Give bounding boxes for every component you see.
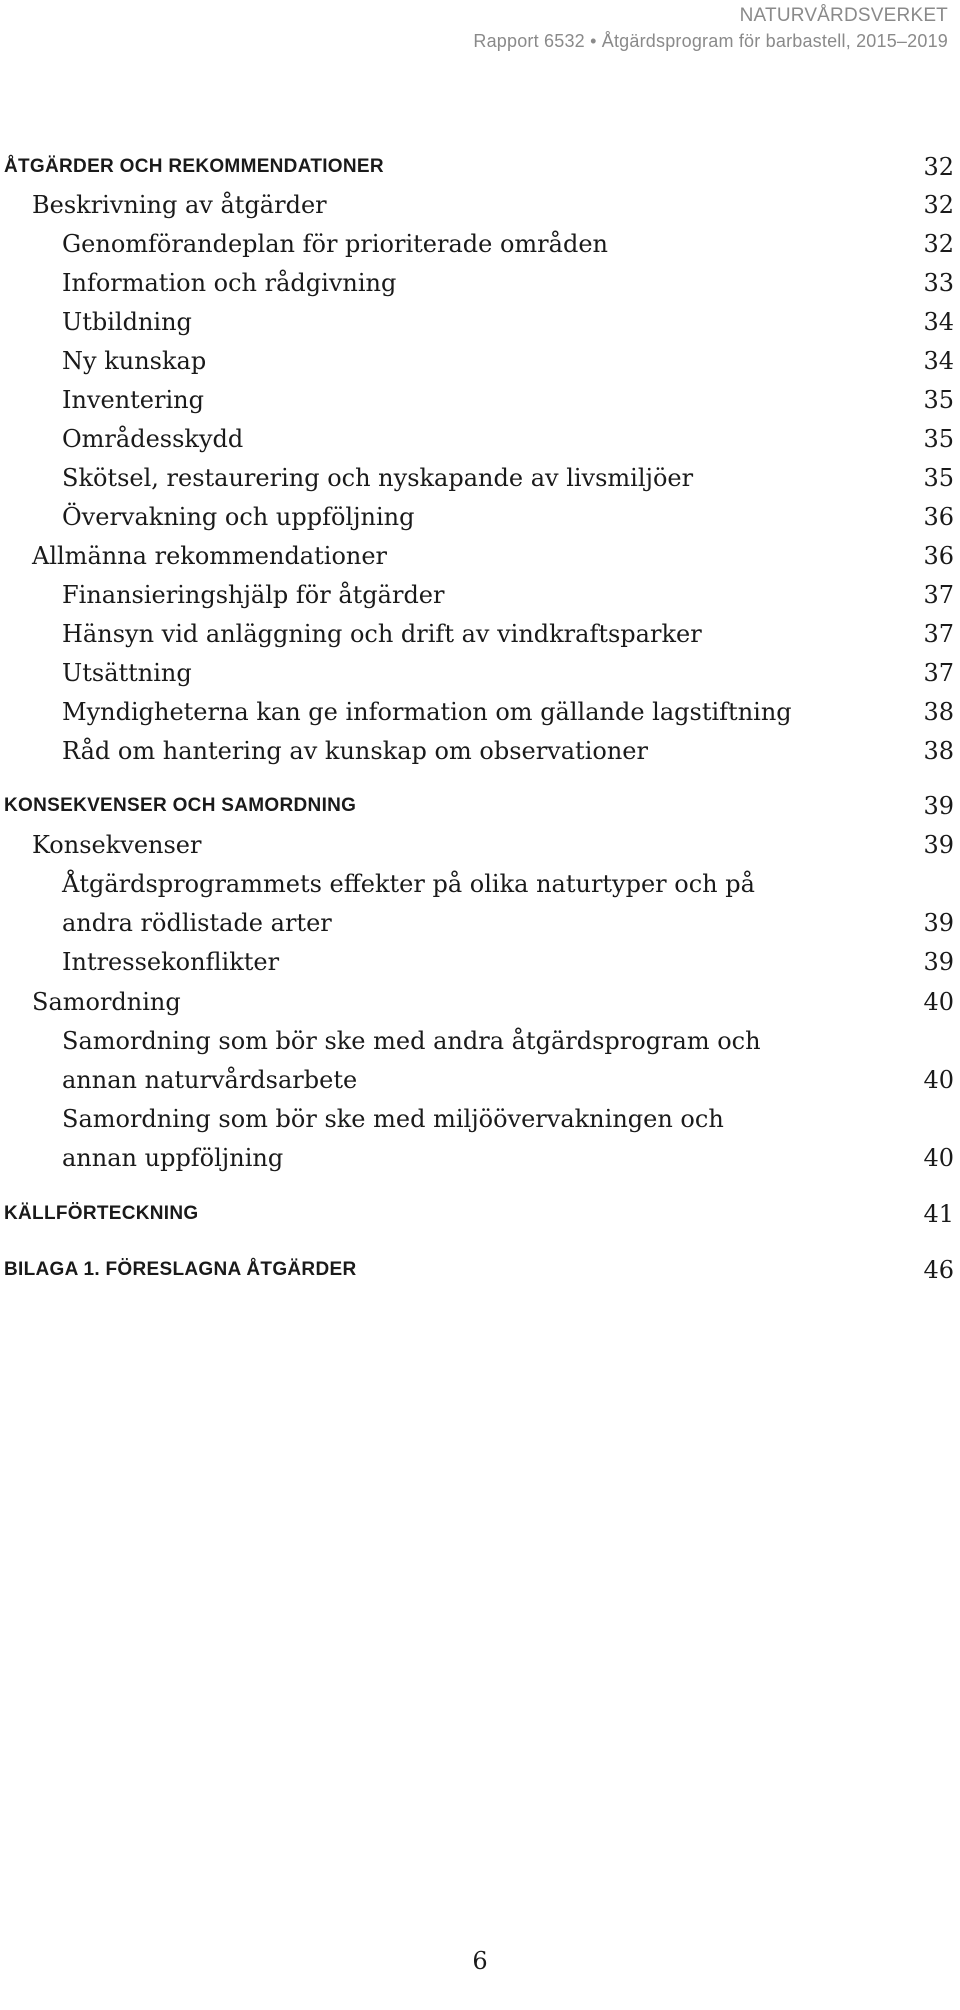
toc-entry-title: ÅTGÄRDER OCH REKOMMENDATIONER bbox=[4, 156, 384, 177]
toc-entry[interactable] bbox=[0, 1139, 960, 1177]
toc-entry-page: 41 bbox=[923, 1200, 954, 1228]
toc-entry-title: Ny kunskap bbox=[62, 347, 207, 375]
toc-entry-title: Intressekonflikter bbox=[62, 948, 280, 976]
toc-section-heading[interactable] bbox=[0, 1251, 960, 1289]
toc-entry[interactable] bbox=[0, 1100, 960, 1138]
toc-section-heading[interactable] bbox=[0, 1195, 960, 1233]
toc-entry-page: 40 bbox=[923, 988, 954, 1016]
toc-entry[interactable] bbox=[0, 826, 960, 864]
toc-entry-title: Råd om hantering av kunskap om observationer bbox=[62, 737, 648, 765]
toc-entry-title: Finansieringshjälp för åtgärder bbox=[62, 581, 445, 609]
report-title: Rapport 6532 • Åtgärdsprogram för barbastell, 2015–2019 bbox=[473, 31, 948, 51]
toc-entry-page: 36 bbox=[923, 542, 954, 570]
toc-entry[interactable] bbox=[0, 1022, 960, 1060]
toc-entry[interactable] bbox=[0, 732, 960, 770]
toc-entry-page: 40 bbox=[923, 1066, 954, 1094]
toc-entry-title: KÄLLFÖRTECKNING bbox=[4, 1203, 199, 1224]
toc-entry-title: Skötsel, restaurering och nyskapande av livsmiljöer bbox=[62, 464, 694, 492]
page-number: 6 bbox=[472, 1947, 488, 1975]
toc-entry-page: 32 bbox=[923, 153, 954, 181]
toc-entry[interactable] bbox=[0, 459, 960, 497]
toc-entry[interactable] bbox=[0, 904, 960, 942]
toc-entry-page: 39 bbox=[923, 831, 954, 859]
toc-section-heading[interactable] bbox=[0, 148, 960, 186]
toc-entry[interactable] bbox=[0, 693, 960, 731]
toc-entry-page: 39 bbox=[923, 948, 954, 976]
toc-entry-page: 34 bbox=[923, 308, 954, 336]
toc-entry-title: Åtgärdsprogrammets effekter på olika naturtyper och på bbox=[62, 870, 755, 898]
toc-entry-page: 38 bbox=[923, 737, 954, 765]
toc-entry-page: 37 bbox=[923, 581, 954, 609]
toc-entry[interactable] bbox=[0, 420, 960, 458]
toc-entry-page: 32 bbox=[923, 230, 954, 258]
toc-entry[interactable] bbox=[0, 983, 960, 1021]
toc-entry[interactable] bbox=[0, 225, 960, 263]
toc-entry-page: 35 bbox=[923, 425, 954, 453]
toc-entry-title: Beskrivning av åtgärder bbox=[32, 191, 327, 219]
toc-entry-page: 32 bbox=[923, 191, 954, 219]
toc-entry-title: Samordning bbox=[32, 988, 181, 1016]
toc-entry[interactable] bbox=[0, 537, 960, 575]
toc-section-heading[interactable] bbox=[0, 787, 960, 825]
toc-entry[interactable] bbox=[0, 186, 960, 224]
toc-entry-title: BILAGA 1. FÖRESLAGNA ÅTGÄRDER bbox=[4, 1259, 357, 1280]
toc-entry-title: Myndigheterna kan ge information om gällande lagstiftning bbox=[62, 698, 792, 726]
toc-entry-title: KONSEKVENSER OCH SAMORDNING bbox=[4, 795, 357, 816]
toc-entry-title: Områdesskydd bbox=[62, 425, 244, 453]
toc-entry-page: 39 bbox=[923, 792, 954, 820]
toc-entry[interactable] bbox=[0, 264, 960, 302]
toc-entry[interactable] bbox=[0, 943, 960, 981]
toc-entry-page: 36 bbox=[923, 503, 954, 531]
toc-entry[interactable] bbox=[0, 498, 960, 536]
toc-entry-title: Samordning som bör ske med andra åtgärdsprogram och bbox=[62, 1027, 761, 1055]
toc-entry-title: Konsekvenser bbox=[32, 831, 202, 859]
toc-entry-title: Allmänna rekommendationer bbox=[32, 542, 388, 570]
toc-entry-title: andra rödlistade arter bbox=[62, 909, 332, 937]
toc-entry-title: Övervakning och uppföljning bbox=[62, 503, 415, 531]
toc-entry[interactable] bbox=[0, 615, 960, 653]
toc-entry[interactable] bbox=[0, 654, 960, 692]
toc-entry[interactable] bbox=[0, 576, 960, 614]
toc-entry-page: 39 bbox=[923, 909, 954, 937]
toc-entry-page: 40 bbox=[923, 1144, 954, 1172]
toc-entry[interactable] bbox=[0, 381, 960, 419]
toc-entry-title: Information och rådgivning bbox=[62, 269, 397, 297]
toc-entry-title: Hänsyn vid anläggning och drift av vindkraftsparker bbox=[62, 620, 702, 648]
toc-entry-title: Inventering bbox=[62, 386, 204, 414]
toc-entry-title: Utbildning bbox=[62, 308, 192, 336]
toc-entry-title: Utsättning bbox=[62, 659, 192, 687]
toc-entry-page: 37 bbox=[923, 659, 954, 687]
toc-entry-page: 34 bbox=[923, 347, 954, 375]
toc-entry-page: 33 bbox=[923, 269, 954, 297]
toc-entry[interactable] bbox=[0, 1061, 960, 1099]
toc-entry-title: Genomförandeplan för prioriterade områden bbox=[62, 230, 608, 258]
toc-entry[interactable] bbox=[0, 342, 960, 380]
toc-entry-page: 46 bbox=[923, 1256, 954, 1284]
toc-entry[interactable] bbox=[0, 303, 960, 341]
organization-name: NATURVÅRDSVERKET bbox=[739, 5, 948, 26]
toc-entry[interactable] bbox=[0, 865, 960, 903]
toc-entry-page: 38 bbox=[923, 698, 954, 726]
toc-entry-title: Samordning som bör ske med miljöövervakningen och bbox=[62, 1105, 724, 1133]
toc-entry-page: 37 bbox=[923, 620, 954, 648]
toc-entry-title: annan uppföljning bbox=[62, 1144, 284, 1172]
toc-entry-page: 35 bbox=[923, 386, 954, 414]
toc-entry-page: 35 bbox=[923, 464, 954, 492]
toc-entry-title: annan naturvårdsarbete bbox=[62, 1066, 358, 1094]
